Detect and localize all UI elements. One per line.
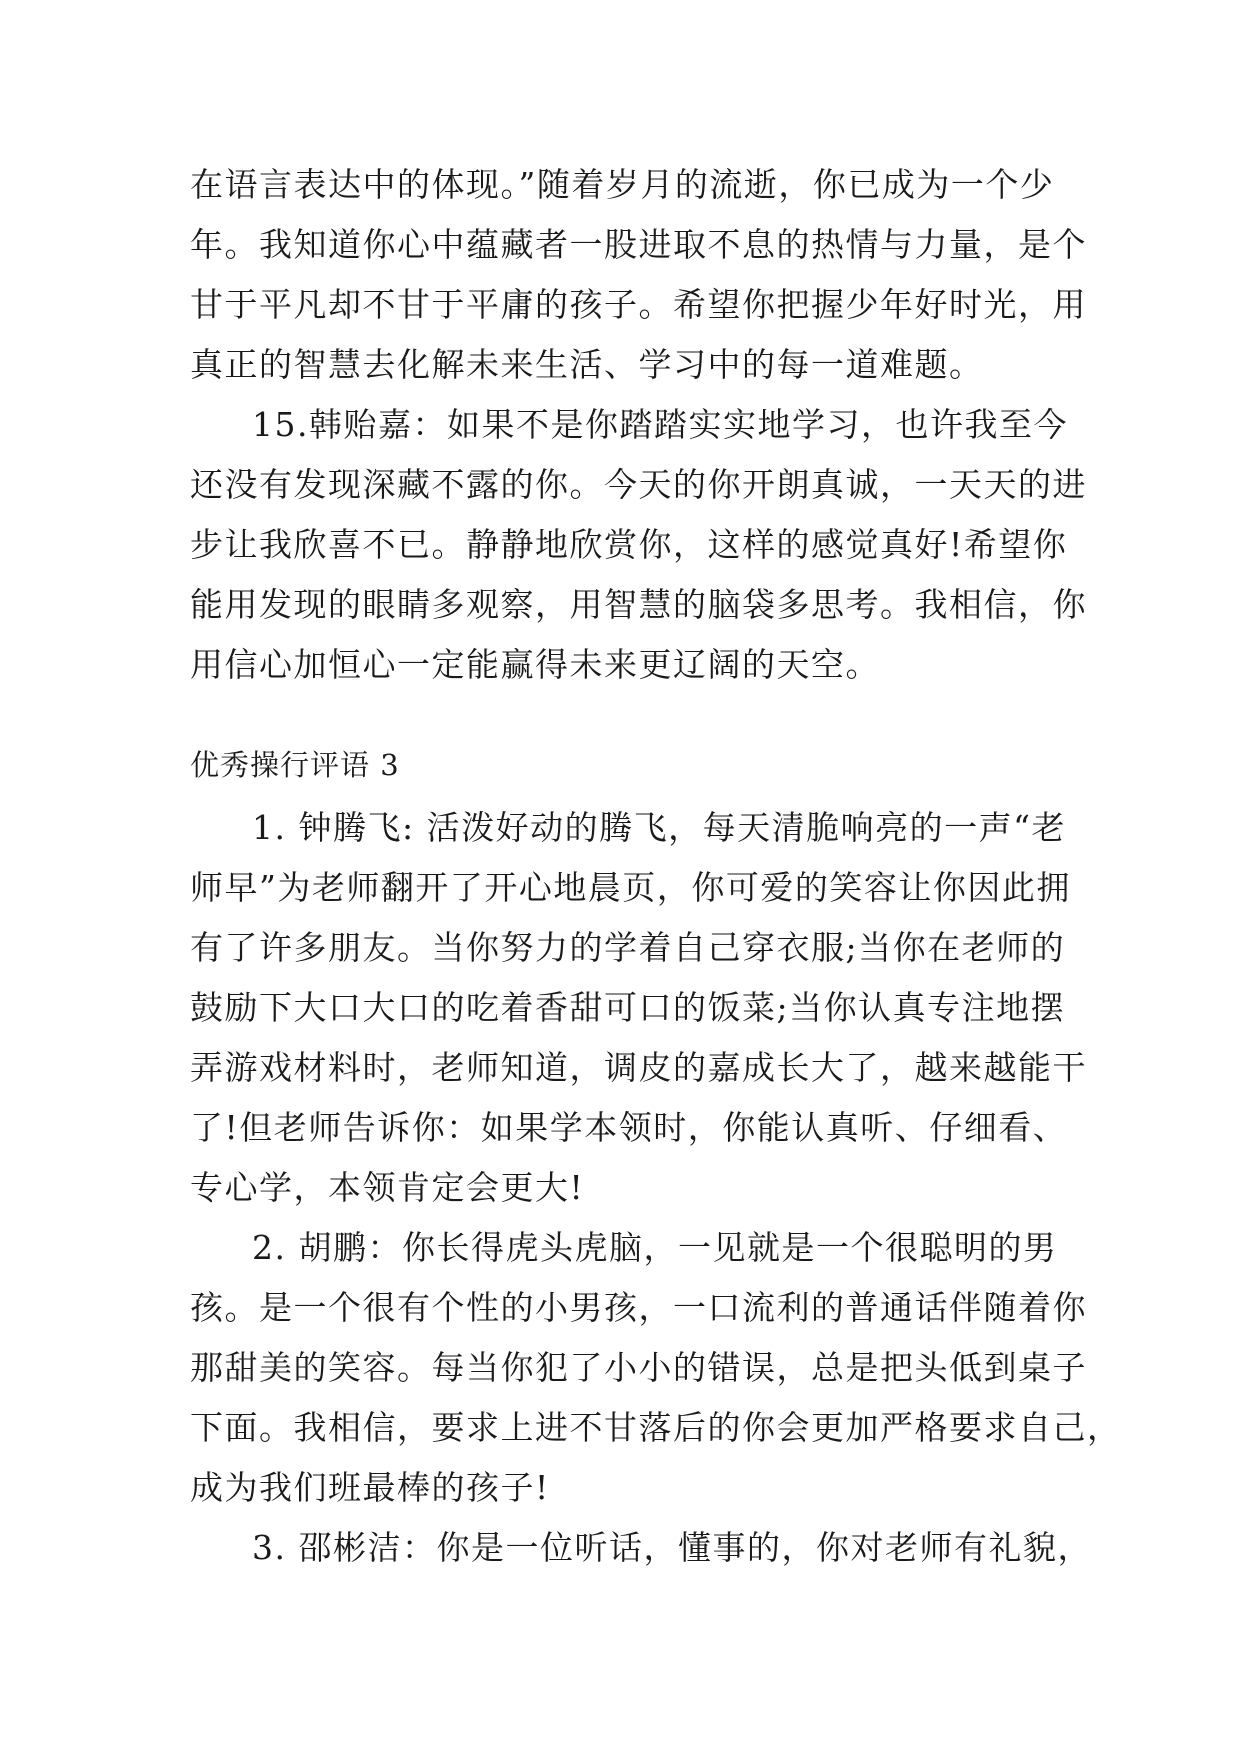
paragraph-line: 甘于平凡却不甘于平庸的孩子。希望你把握少年好时光，用 [190,285,1087,324]
paragraph-line: 成为我们班最棒的孩子! [190,1468,550,1507]
paragraph-line: 专心学，本领肯定会更大! [190,1168,585,1207]
paragraph-line: 15.韩贻嘉：如果不是你踏踏实实地学习，也许我至今 [252,405,1068,444]
paragraph-line: 在语言表达中的体现。”随着岁月的流逝，你已成为一个少 [190,165,1055,204]
paragraph-line: 孩。是一个很有个性的小男孩，一口流利的普通话伴随着你 [190,1288,1087,1327]
paragraph-line: 那甜美的笑容。每当你犯了小小的错误，总是把头低到桌子 [190,1348,1087,1387]
paragraph-line: 2. 胡鹏：你长得虎头虎脑，一见就是一个很聪明的男 [252,1228,1058,1267]
paragraph-line: 弄游戏材料时，老师知道，调皮的嘉成长大了，越来越能干 [190,1048,1087,1087]
paragraph-line: 1. 钟腾飞: 活泼好动的腾飞，每天清脆响亮的一声“老 [252,808,1066,847]
paragraph-line: 师早”为老师翻开了开心地晨页，你可爱的笑容让你因此拥 [190,868,1071,907]
paragraph-line: 能用发现的眼睛多观察，用智慧的脑袋多思考。我相信，你 [190,585,1087,624]
paragraph-line: 有了许多朋友。当你努力的学着自己穿衣服;当你在老师的 [190,928,1066,967]
paragraph-line: 3. 邵彬洁：你是一位听话，懂事的，你对老师有礼貌， [252,1528,1092,1567]
paragraph-line: 了!但老师告诉你：如果学本领时，你能认真听、仔细看、 [190,1108,1068,1147]
section-heading: 优秀操行评语 3 [190,748,400,782]
paragraph-line: 步让我欣喜不已。静静地欣赏你，这样的感觉真好!希望你 [190,525,1068,564]
paragraph-line: 鼓励下大口大口的吃着香甜可口的饭菜;当你认真专注地摆 [190,988,1066,1027]
paragraph-line: 还没有发现深藏不露的你。今天的你开朗真诚，一天天的进 [190,465,1087,504]
paragraph-line: 下面。我相信，要求上进不甘落后的你会更加严格要求自己， [190,1408,1122,1447]
paragraph-line: 真正的智慧去化解未来生活、学习中的每一道难题。 [190,345,984,384]
paragraph-line: 用信心加恒心一定能赢得未来更辽阔的天空。 [190,645,880,684]
paragraph-line: 年。我知道你心中蕴藏者一股进取不息的热情与力量，是个 [190,225,1087,264]
